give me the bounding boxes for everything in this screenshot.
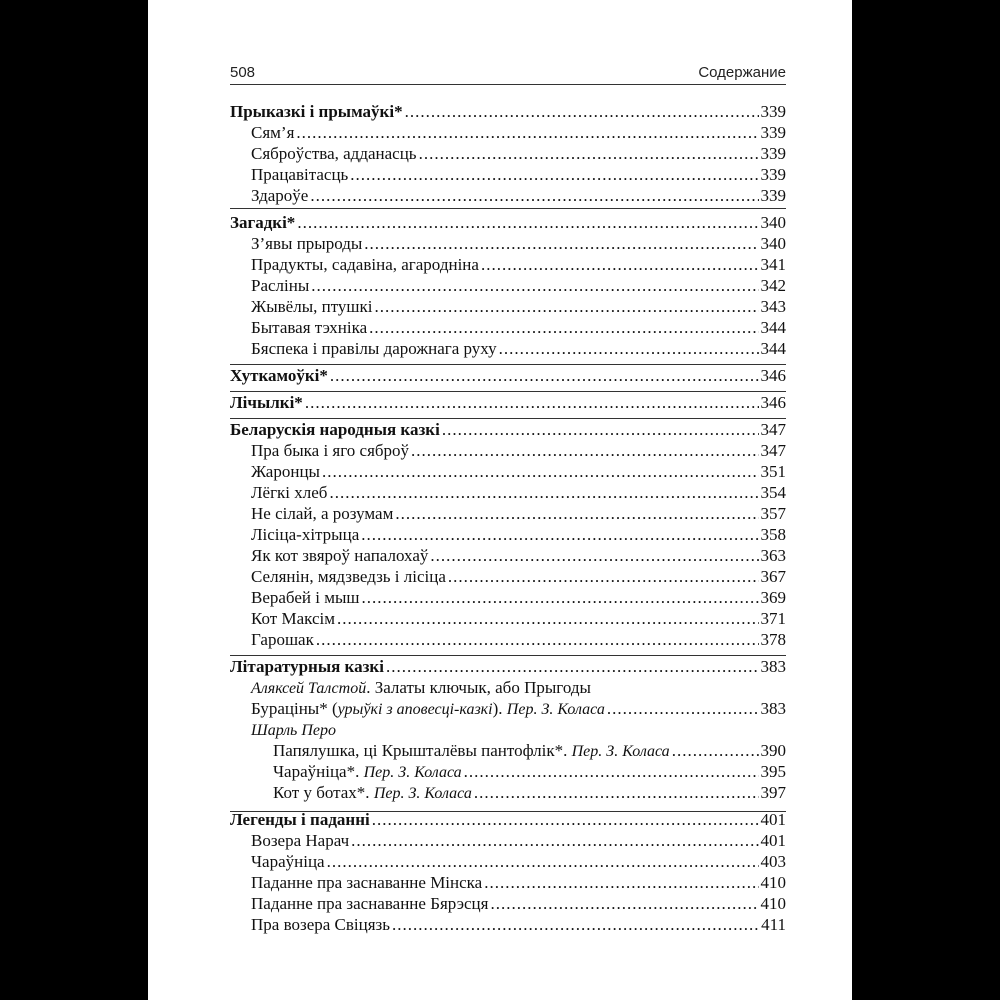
toc-entry[interactable]: Прадукты, садавіна, агародніна ..... 341 xyxy=(230,254,786,275)
toc-entry[interactable]: Як кот звяроў напалохаў ..... 363 xyxy=(230,545,786,566)
translator: Пер. З. Коласа xyxy=(373,785,472,802)
toc-entry[interactable]: Здароўе ..... 339 xyxy=(230,185,786,206)
section-divider xyxy=(230,655,786,656)
author-name: Шарль Перо xyxy=(251,722,336,739)
toc-entry[interactable]: Папялушка, ці Крышталёвы пантофлік*. Пер. З. Коласа ..... 390 xyxy=(230,740,786,761)
translator: Пер. З. Коласа xyxy=(571,743,670,760)
running-head xyxy=(230,64,786,85)
toc-section-literary-tales[interactable]: Літаратурныя казкі ..... 383 xyxy=(230,656,786,677)
toc-section-riddles[interactable]: Загадкі* ..... 340 xyxy=(230,212,786,233)
table-of-contents xyxy=(230,101,786,935)
toc-entry[interactable]: Сяброўства, адданасць ..... 339 xyxy=(230,143,786,164)
toc-entry[interactable]: Лёгкі хлеб ..... 354 xyxy=(230,482,786,503)
toc-section-proverbs[interactable]: Прыказкі і прымаўкі* ..... 339 xyxy=(230,101,786,122)
toc-entry[interactable]: Пра быка і яго сяброў ..... 347 xyxy=(230,440,786,461)
toc-entry[interactable]: Бытавая тэхніка ..... 344 xyxy=(230,317,786,338)
section-divider xyxy=(230,811,786,812)
page-ref: 339 xyxy=(760,102,786,121)
toc-entry[interactable]: Верабей і мыш ..... 369 xyxy=(230,587,786,608)
leader-dots xyxy=(405,101,759,122)
toc-entry[interactable]: Жывёлы, птушкі ..... 343 xyxy=(230,296,786,317)
toc-section-legends[interactable]: Легенды і паданні ..... 401 xyxy=(230,809,786,830)
toc-entry[interactable]: Бяспека і правілы дарожнага руху ..... 344 xyxy=(230,338,786,359)
toc-entry[interactable]: Жаронцы ..... 351 xyxy=(230,461,786,482)
section-divider xyxy=(230,364,786,365)
toc-section-folk-tales[interactable]: Беларускія народныя казкі ..... 347 xyxy=(230,419,786,440)
toc-author-perrault xyxy=(230,719,786,740)
toc-entry[interactable]: Паданне пра заснаванне Мінска ..... 410 xyxy=(230,872,786,893)
toc-entry[interactable]: Сям’я ..... 339 xyxy=(230,122,786,143)
toc-entry[interactable]: Чараўніца ..... 403 xyxy=(230,851,786,872)
toc-entry[interactable]: Расліны ..... 342 xyxy=(230,275,786,296)
section-divider xyxy=(230,391,786,392)
section-divider xyxy=(230,208,786,209)
translator: Пер. З. Коласа xyxy=(363,764,462,781)
toc-entry[interactable]: Возера Нарач ..... 401 xyxy=(230,830,786,851)
toc-entry[interactable]: Селянін, мядзведзь і лісіца ..... 367 xyxy=(230,566,786,587)
toc-entry[interactable]: Кот у ботах*. Пер. З. Коласа ..... 397 xyxy=(230,782,786,803)
running-head-title: Содержание xyxy=(698,64,786,81)
toc-entry[interactable]: Пра возера Свіцязь ..... 411 xyxy=(230,914,786,935)
toc-section-tongue-twisters[interactable]: Хуткамоўкі* ..... 346 xyxy=(230,365,786,386)
toc-entry[interactable]: Лісіца-хітрыца ..... 358 xyxy=(230,524,786,545)
book-page xyxy=(148,0,852,1000)
toc-entry[interactable]: З’явы прыроды ..... 340 xyxy=(230,233,786,254)
page-number: 508 xyxy=(230,64,256,81)
translator: Пер. З. Коласа xyxy=(506,701,605,718)
toc-entry[interactable]: Гарошак ..... 378 xyxy=(230,629,786,650)
toc-entry[interactable]: Паданне пра заснаванне Бярэсця ..... 410 xyxy=(230,893,786,914)
toc-section-counting-rhymes[interactable]: Лічылкі* ..... 346 xyxy=(230,392,786,413)
toc-entry-tolstoy-line1: Аляксей Талстой. Залаты ключык, або Прыгоды xyxy=(251,678,591,697)
toc-entry[interactable]: Кот Максім ..... 371 xyxy=(230,608,786,629)
toc-entry[interactable]: Чараўніца*. Пер. З. Коласа ..... 395 xyxy=(230,761,786,782)
author-name: Аляксей Талстой xyxy=(251,680,367,697)
toc-entry[interactable]: Не сілай, а розумам ..... 357 xyxy=(230,503,786,524)
toc-entry[interactable]: Працавітасць ..... 339 xyxy=(230,164,786,185)
toc-entry-tolstoy-line2[interactable]: Бураціны* (урыўкі з аповесці-казкі). Пер. З. Коласа ..... 383 xyxy=(230,698,786,719)
section-divider xyxy=(230,418,786,419)
